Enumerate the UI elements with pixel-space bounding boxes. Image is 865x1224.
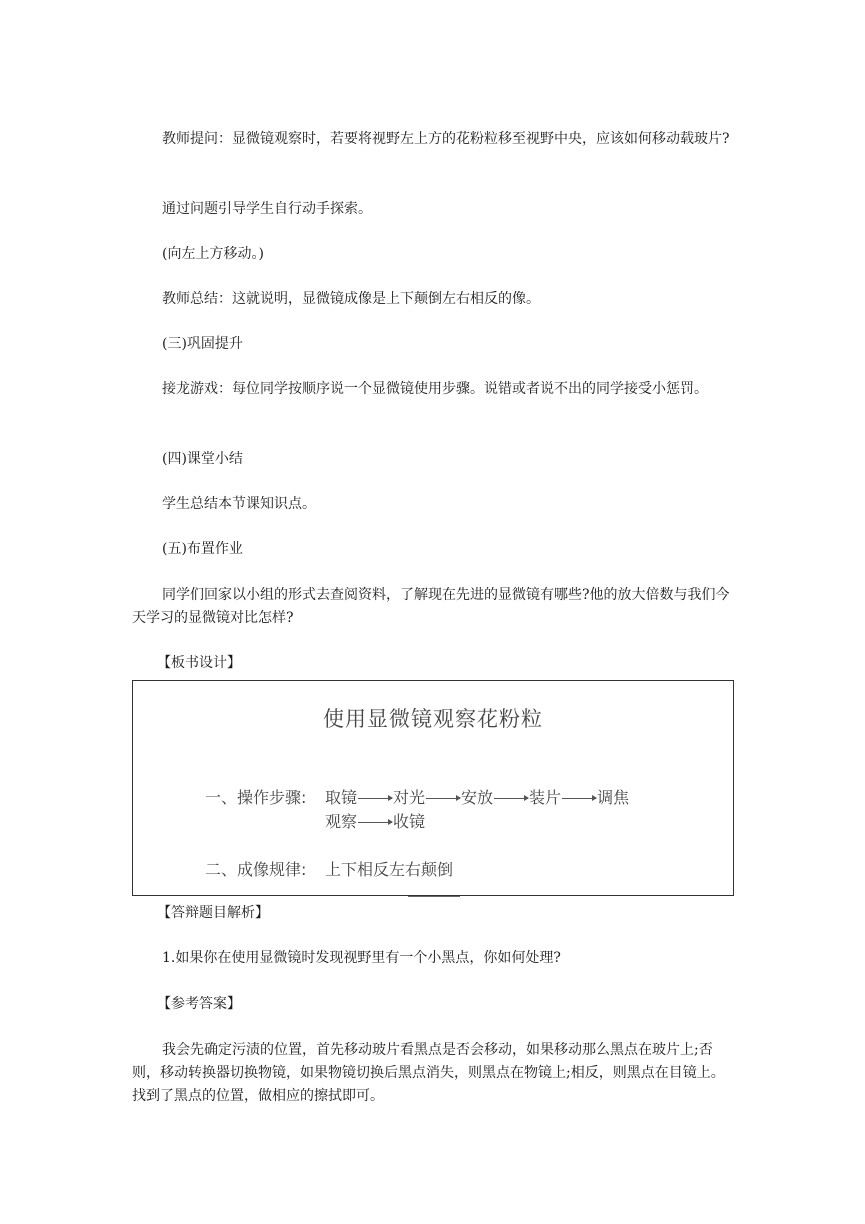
section-heading-consolidate: (三)巩固提升 bbox=[162, 336, 243, 352]
paragraph-teacher-question: 教师提问：显微镜观察时，若要将视野左上方的花粉粒移至视野中央，应该如何移动载玻片? bbox=[162, 131, 730, 147]
paragraph-teacher-summary: 教师总结：这就说明，显微镜成像是上下颠倒左右相反的像。 bbox=[162, 291, 540, 307]
reference-answer-heading: 【参考答案】 bbox=[157, 996, 241, 1012]
board-design-heading: 【板书设计】 bbox=[157, 655, 241, 671]
step-item: 安放 bbox=[461, 788, 494, 807]
paragraph-student-summary: 学生总结本节课知识点。 bbox=[162, 496, 316, 512]
paragraph-relay-game: 接龙游戏：每位同学按顺序说一个显微镜使用步骤。说错或者说不出的同学接受小惩罚。 bbox=[162, 381, 708, 397]
arrow-right-icon bbox=[358, 822, 392, 823]
step-item: 装片 bbox=[529, 788, 562, 807]
blackboard-design-box bbox=[132, 680, 734, 896]
paragraph-reference-answer: 我会先确定污渍的位置，首先移动玻片看黑点是否会移动，如果移动那么黑点在玻片上;否则，移动转换器切换物镜，如果物镜切换后黑点消失，则黑点在物镜上;相反，则黑点在目镜上。找到了黑点的位置，做相应的擦拭即可。 bbox=[132, 1042, 725, 1104]
arrow-right-icon bbox=[358, 798, 392, 799]
board-rule-label: 二、成像规律: bbox=[205, 860, 307, 879]
paragraph-guide: 通过问题引导学生自行动手探索。 bbox=[162, 201, 372, 217]
arrow-right-icon bbox=[426, 798, 460, 799]
board-steps-row1 bbox=[325, 785, 629, 808]
board-step-label: 一、操作步骤: bbox=[205, 788, 307, 807]
step-item: 收镜 bbox=[393, 812, 426, 831]
board-rule-text: 上下相反左右颠倒 bbox=[325, 860, 454, 879]
section-heading-homework: (五)布置作业 bbox=[162, 541, 243, 557]
board-title: 使用显微镜观察花粉粒 bbox=[323, 707, 543, 731]
step-item: 观察 bbox=[325, 812, 358, 831]
divider bbox=[408, 896, 460, 897]
step-item: 调焦 bbox=[597, 788, 630, 807]
arrow-right-icon bbox=[494, 798, 528, 799]
board-steps-row2 bbox=[325, 809, 425, 832]
arrow-right-icon bbox=[562, 798, 596, 799]
step-item: 对光 bbox=[393, 788, 426, 807]
section-heading-summary: (四)课堂小结 bbox=[162, 451, 243, 467]
step-item: 取镜 bbox=[325, 788, 358, 807]
answer-analysis-heading: 【答辩题目解析】 bbox=[157, 905, 269, 921]
paragraph-move-answer: (向左上方移动。) bbox=[162, 246, 264, 262]
paragraph-homework: 同学们回家以小组的形式去查阅资料，了解现在先进的显微镜有哪些?他的放大倍数与我们今天学习的显微镜对比怎样? bbox=[132, 587, 730, 626]
question-1: 1.如果你在使用显微镜时发现视野里有一个小黑点，你如何处理? bbox=[162, 950, 561, 966]
